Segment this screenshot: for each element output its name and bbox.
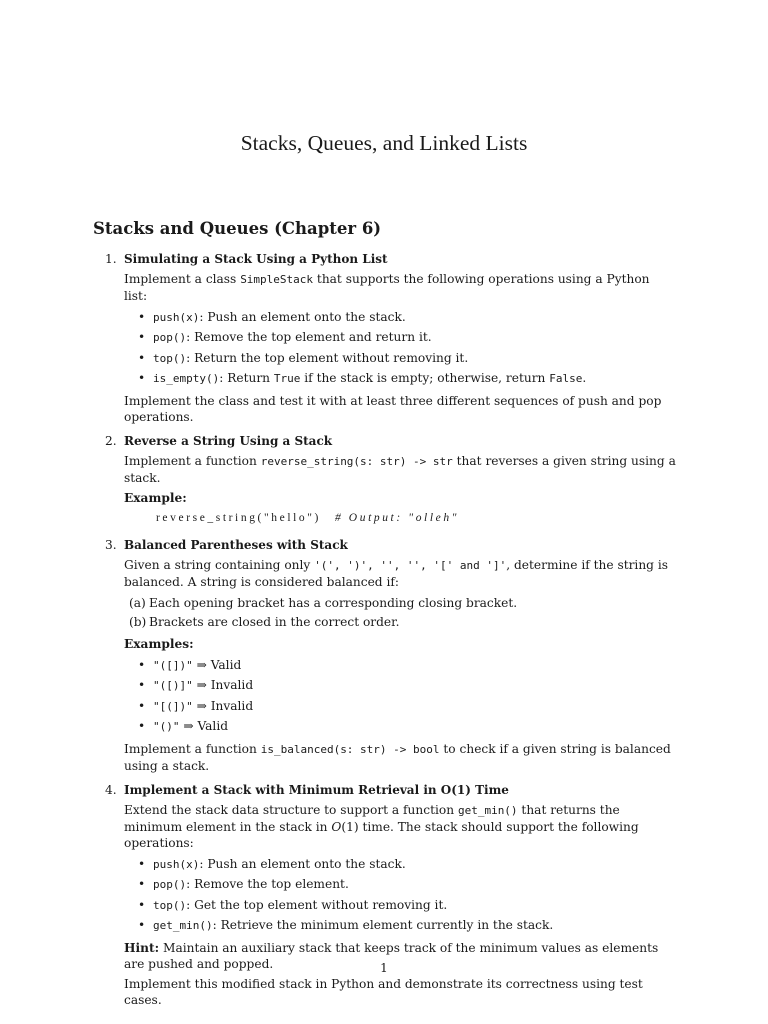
list-item: • top(): Get the top element without removing it. [138, 897, 448, 912]
exercise-number: 3. [105, 537, 117, 552]
hint-text: Hint: Maintain an auxiliary stack that keeps track of the minimum values as elements are pushed and popped. [124, 940, 659, 971]
exercise-outro: Implement the class and test it with at least three different sequences of push and pop operations. [124, 393, 662, 424]
exercise-heading: Implement a Stack with Minimum Retrieval in O(1) Time [124, 783, 509, 798]
list-item: • "[(])" ⇒ Invalid [138, 698, 254, 713]
list-item: • push(x): Push an element onto the stack. [138, 310, 406, 324]
exercise-number: 4. [105, 783, 117, 798]
exercise-number: 1. [105, 252, 117, 266]
exercise-intro: Given a string containing only '(', ')', '', '', '[' and ']', determine if the string is balanced. A string is considered balanced if: [124, 557, 669, 589]
list-item: • "()" ⇒ Valid [138, 719, 229, 734]
exercise-outro: Implement a function is_balanced(s: str) -> bool to check if a given string is balanced using a stack. [124, 742, 671, 774]
exercise-heading: Simulating a Stack Using a Python List [124, 252, 388, 266]
list-item: • is_empty(): Return True if the stack is empty; otherwise, return False. [138, 370, 587, 385]
exercise-heading: Reverse a String Using a Stack [124, 433, 333, 448]
section-heading: Stacks and Queues (Chapter 6) [93, 219, 382, 238]
operation-list [124, 856, 676, 934]
examples-label: Examples: [124, 637, 194, 652]
list-item: • "([])" ⇒ Valid [138, 658, 242, 673]
exercise-2 [93, 433, 676, 526]
list-item: (b) Brackets are closed in the correct order. [129, 615, 400, 630]
exercise-heading: Balanced Parentheses with Stack [124, 537, 348, 552]
page-number: 1 [380, 961, 388, 975]
list-item: • pop(): Remove the top element. [138, 877, 349, 892]
condition-list [124, 595, 676, 630]
list-item: • "([)]" ⇒ Invalid [138, 678, 254, 693]
list-item: (a) Each opening bracket has a corresponding closing bracket. [129, 595, 518, 610]
list-item: • top(): Return the top element without removing it. [138, 350, 469, 365]
list-item: • get_min(): Retrieve the minimum element currently in the stack. [138, 917, 554, 932]
list-item: • push(x): Push an element onto the stack. [138, 857, 406, 872]
exercise-number: 2. [105, 433, 117, 448]
exercise-3 [93, 537, 676, 774]
example-label: Example: [124, 490, 187, 505]
exercise-list [93, 251, 676, 1008]
exercise-intro: Extend the stack data structure to support a function get_min() that returns the minimum element in the stack in O(1) time. The stack should support the following operations: [124, 803, 639, 851]
examples-list [124, 657, 676, 735]
code-example: reverse_string("hello") # Output: "olleh" [156, 511, 460, 524]
exercise-outro: Implement this modified stack in Python and demonstrate its correctness using test cases. [124, 976, 643, 1007]
operation-list [124, 309, 676, 387]
exercise-intro: Implement a function reverse_string(s: str) -> str that reverses a given string using a stack. [124, 453, 676, 485]
exercise-intro: Implement a class SimpleStack that supports the following operations using a Python list: [124, 272, 650, 303]
exercise-1 [93, 251, 676, 425]
list-item: • pop(): Remove the top element and return it. [138, 330, 432, 345]
document-title: Stacks, Queues, and Linked Lists [240, 131, 528, 155]
